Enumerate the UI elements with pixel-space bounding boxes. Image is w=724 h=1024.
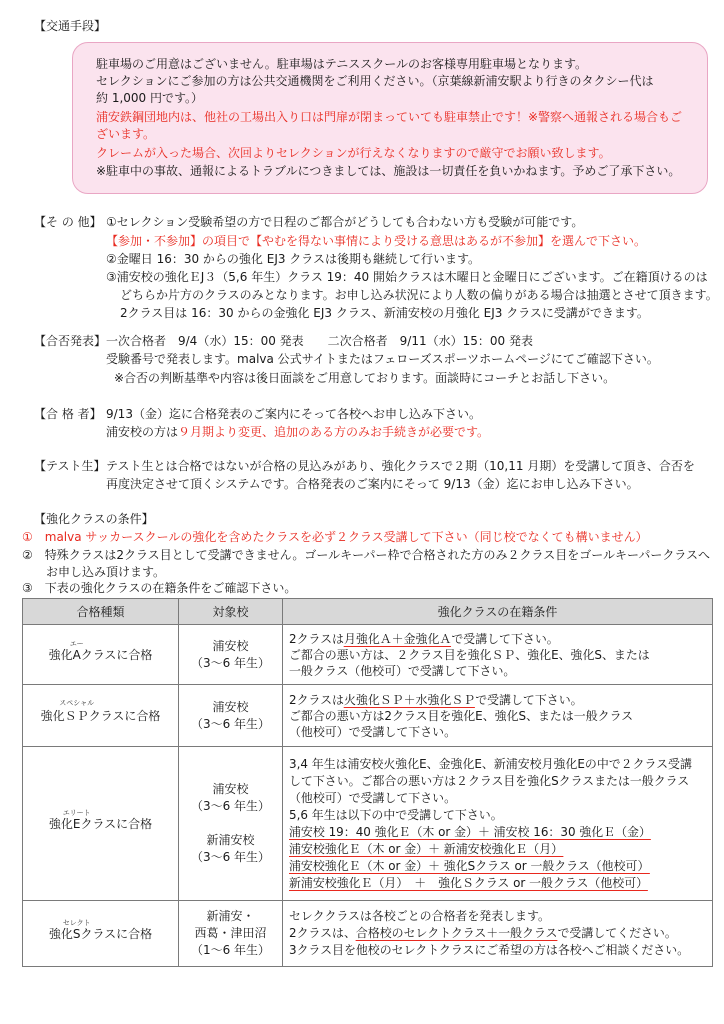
target-school-cell: 新浦安・ 西葛・津田沼 （1～6 年生） xyxy=(179,901,283,967)
condition-line: （他校可）で受講して下さい。 xyxy=(289,724,457,739)
conditions-cell xyxy=(283,747,713,901)
pass-type-mark: セレクト S xyxy=(62,919,91,941)
condition-line: 一般クラス（他校可）で受講して下さい。 xyxy=(289,663,516,678)
pass-type-mark: スペシャル ＳＰ xyxy=(59,699,95,723)
other-line-3: ②金曜日 16：30 からの強化 EJ3 クラスは後期も継続して行います。 xyxy=(106,252,480,266)
results-label: 【合否発表】 xyxy=(34,334,107,348)
pass-type-mark: エリート E xyxy=(62,809,91,831)
condition-option: 浦安校強化Ｅ（木 or 金）＋ 新浦安校強化Ｅ（月） xyxy=(289,841,564,856)
passed-label: 【合 格 者】 xyxy=(34,407,102,421)
table-row xyxy=(23,901,713,967)
other-line-5: どちらか片方のクラスのみとなります。お申し込み状況により人数の偏りがある場合は抽選とさせて頂きます。 xyxy=(120,288,718,302)
condition-line: 2クラスは月強化Ａ＋金強化Ａで受講して下さい。 xyxy=(289,631,559,646)
conditions-heading: 【強化クラスの条件】 xyxy=(34,512,154,526)
condition-line: 3,4 年生は浦安校火強化E、金強化E、新浦安校月強化Eの中で２クラス受講 xyxy=(289,756,692,771)
other-line-4: ③浦安校の強化ＥJ３（5,6 年生）クラス 19：40 開始クラスは木曜日と金曜日にございます。ご在籍頂けるのは xyxy=(106,270,708,284)
traffic-warning-line-1: 浦安鉄鋼団地内は、他社の工場出入り口は門扉が閉まっていても駐車禁止です！※警察へ通報される場合もご xyxy=(96,110,683,124)
condition-line: ご都合の悪い方は、２クラス目を強化ＳＰ、強化E、強化S、または xyxy=(289,647,650,662)
pass-type-prefix: 強化 xyxy=(40,709,65,723)
conditions-cell xyxy=(283,625,713,685)
results-line-2: 受験番号で発表します。malva 公式サイトまたはフェローズスポーツホームページにてご確認下さい。 xyxy=(106,352,659,366)
pass-type-suffix: クラスに合格 xyxy=(80,817,153,831)
pass-type-prefix: 強化 xyxy=(48,927,73,941)
condition-option: 浦安校 19：40 強化Ｅ（木 or 金）＋ 浦安校 16：30 強化Ｅ（金） xyxy=(289,824,651,839)
pass-type-ruby: エリート xyxy=(62,809,91,817)
passed-line-1: 9/13（金）迄に合格発表のご案内にそって各校へお申し込み下さい。 xyxy=(106,407,481,421)
table-header-row xyxy=(23,599,713,625)
traffic-line-2: セレクションにご参加の方は公共交通機関をご利用ください。（京葉線新浦安駅より行きのタクシー代は xyxy=(96,74,654,88)
condition-line: 2クラスは、合格校のセレクトクラス＋一般クラスで受講してください。 xyxy=(289,926,677,940)
traffic-line-3: 約 1,000 円です。） xyxy=(96,91,204,105)
test-line-1: テスト生とは合格ではないが合格の見込みがあり、強化クラスで２期（10,11 月期）を受講して頂き、合否を xyxy=(106,459,695,473)
pass-type-prefix: 強化 xyxy=(48,817,73,831)
traffic-line-1: 駐車場のご用意はございません。駐車場はテニススクールのお客様専用駐車場となります。 xyxy=(96,57,588,71)
traffic-disclaimer: ※駐車中の事故、通報によるトラブルにつきましては、施設は一切責任を負いかねます。予めご了承下さい。 xyxy=(96,164,681,178)
condition-line: 3クラス目を他校のセレクトクラスにご希望の方は各校へご相談ください。 xyxy=(289,943,690,957)
target-school-cell: 浦安校 （3～6 年生） 新浦安校 （3～6 年生） xyxy=(179,747,283,901)
table-row xyxy=(23,685,713,747)
condition-line: （他校可）で受講して下さい。 xyxy=(289,790,457,805)
test-label: 【テスト生】 xyxy=(34,459,106,473)
condition-option: 浦安校強化Ｅ（木 or 金）＋ 強化Sクラス or 一般クラス（他校可） xyxy=(289,858,650,873)
passed-line-2-prefix: 浦安校の方は xyxy=(106,425,179,439)
conditions-item-2b: お申し込み頂けます。 xyxy=(46,565,166,579)
pass-type-ruby: スペシャル xyxy=(59,699,95,707)
pass-type-cell xyxy=(23,901,179,967)
target-school-cell: 浦安校 （3～6 年生） xyxy=(179,685,283,747)
pass-type-suffix: クラスに合格 xyxy=(88,709,161,723)
condition-line: して下さい。ご都合の悪い方は２クラス目を強化Sクラスまたは一般クラス xyxy=(289,773,690,788)
conditions-cell xyxy=(283,901,713,967)
table-row xyxy=(23,747,713,901)
other-line-1: ①セレクション受験希望の方で日程のご都合がどうしても合わない方も受験が可能です。 xyxy=(106,215,584,229)
test-line-2: 再度決定させて頂くシステムです。合格発表のご案内にそって 9/13（金）迄にお申し込み下さい。 xyxy=(106,477,639,491)
enhance-class-table xyxy=(22,598,713,967)
target-school-cell: 浦安校 （3～6 年生） xyxy=(179,625,283,685)
condition-option: 新浦安校強化Ｅ（月） ＋ 強化Ｓクラス or 一般クラス（他校可） xyxy=(289,875,649,890)
pass-type-prefix: 強化 xyxy=(48,648,73,662)
conditions-cell xyxy=(283,685,713,747)
pass-type-suffix: クラスに合格 xyxy=(80,927,153,941)
other-line-2: 【参加・不参加】の項目で【やむを得ない事情により受ける意思はあるが不参加】を選んで下さい。 xyxy=(106,234,647,248)
passed-line-2-notice: ９月期より変更、追加のある方のみお手続きが必要です。 xyxy=(178,425,490,439)
traffic-heading: 【交通手段】 xyxy=(34,19,107,33)
pass-type-suffix: クラスに合格 xyxy=(80,648,153,662)
results-line-3: ※合否の判断基準や内容は後日面談をご用意しております。面談時にコーチとお話し下さい。 xyxy=(114,371,616,385)
pass-type-ruby: セレクト xyxy=(62,919,91,927)
pass-type-ruby: エー xyxy=(69,640,84,648)
other-label: 【そ の 他】 xyxy=(34,215,102,229)
pass-type-mark: エー A xyxy=(69,640,84,662)
conditions-item-3: ③ 下表の強化クラスの在籍条件をご確認下さい。 xyxy=(22,581,297,595)
traffic-warning-line-3: クレームが入った場合、次回よりセレクションが行えなくなりますので厳守でお願い致します。 xyxy=(96,146,611,160)
header-target-school: 対象校 xyxy=(179,599,283,625)
results-line-1: 一次合格者 9/4（水）15：00 発表 二次合格者 9/11（水）15：00 発表 xyxy=(106,334,533,348)
traffic-warning-line-2: ざいます。 xyxy=(96,127,156,141)
condition-line: セレククラスは各校ごとの合格者を発表します。 xyxy=(289,909,550,923)
pass-type-cell xyxy=(23,685,179,747)
header-conditions: 強化クラスの在籍条件 xyxy=(283,599,713,625)
conditions-item-1: ① malva サッカースクールの強化を含めたクラスを必ず２クラス受講して下さい（同じ校でなくても構いません） xyxy=(22,530,648,544)
condition-line: 5,6 年生は以下の中で受講して下さい。 xyxy=(289,807,503,822)
pass-type-cell xyxy=(23,747,179,901)
conditions-item-2a: ② 特殊クラスは2クラス目として受講できません。ゴールキーパー枠で合格された方のみ２クラス目をゴールキーパークラスへ xyxy=(22,548,710,562)
condition-line: 2クラスは火強化ＳＰ＋水強化ＳＰで受講して下さい。 xyxy=(289,692,583,707)
pass-type-cell xyxy=(23,625,179,685)
table-row xyxy=(23,625,713,685)
header-pass-type: 合格種類 xyxy=(23,599,179,625)
condition-line: ご都合の悪い方は2クラス目を強化E、強化S、または一般クラス xyxy=(289,708,634,723)
other-line-6: 2クラス目は 16：30 からの金強化 EJ3 クラス、新浦安校の月強化 EJ3 クラスに受講ができます。 xyxy=(120,306,649,320)
passed-line-2 xyxy=(106,424,489,440)
